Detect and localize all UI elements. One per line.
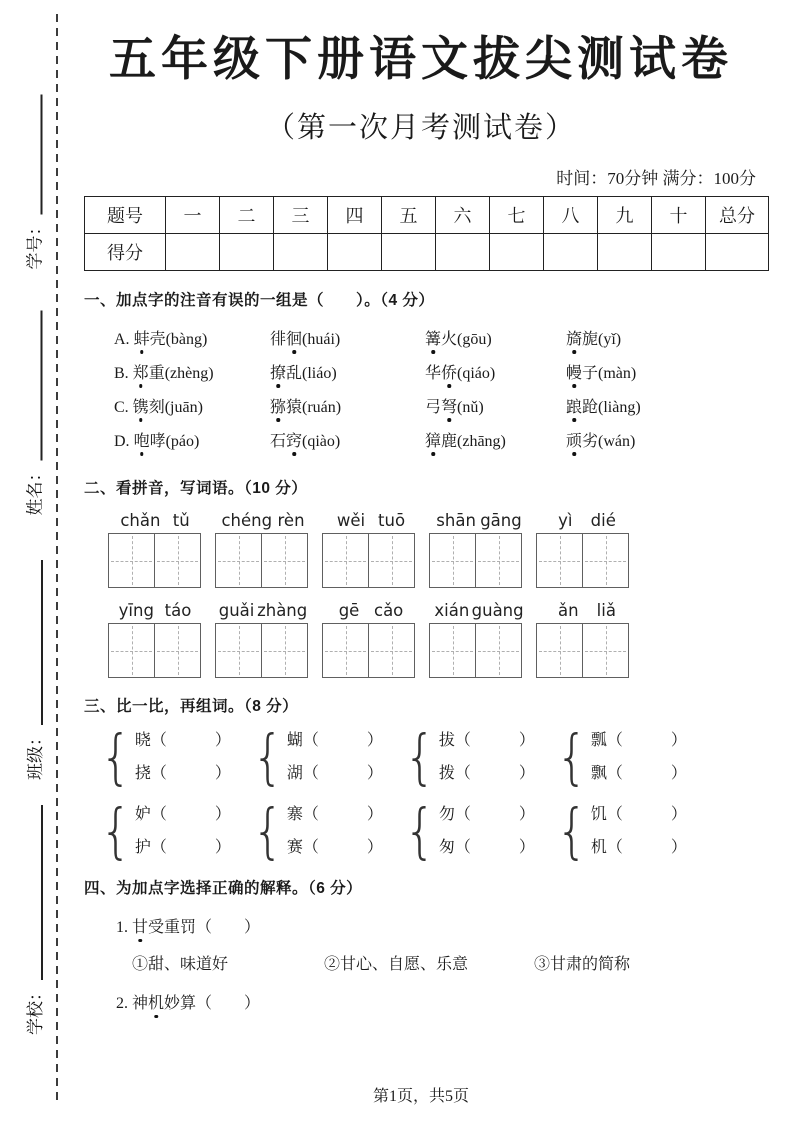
pair-bottom-word: 赛（ ） [286, 839, 383, 856]
pinyin-syllable: zhàng [257, 601, 308, 620]
writing-box-cell [429, 623, 476, 678]
pair-bottom-word: 机（ ） [590, 839, 687, 856]
explanation-question [116, 914, 758, 937]
pair-bottom-word: 匆（ ） [438, 839, 535, 856]
word-post: 子(màn) [582, 364, 637, 382]
writing-box-cell [108, 623, 155, 678]
score-table-score-row [85, 234, 769, 271]
paper-subtitle: （第一次月考测试卷） [265, 112, 576, 144]
score-table-column: 八 [544, 197, 598, 234]
option-label: C. [114, 398, 133, 416]
writing-box-group [322, 623, 415, 678]
pinyin-syllable: cǎo [374, 601, 404, 620]
writing-box-group [429, 533, 522, 588]
dotted-word [425, 394, 566, 417]
score-table-empty-cell [166, 234, 220, 271]
class-line [41, 560, 43, 725]
brace-glyph: { [404, 796, 436, 866]
dotted-word [270, 360, 425, 383]
dotted-character: 咆 [134, 428, 150, 451]
section2-pinyin-writing-area [84, 511, 758, 678]
writing-box-group [215, 533, 308, 588]
class-field [20, 560, 46, 780]
score-table-column: 九 [598, 197, 652, 234]
word-pre: 徘 [270, 330, 287, 348]
score-table-empty-cell [220, 234, 274, 271]
writing-box-cell [476, 623, 522, 678]
word-post: 旎(yǐ) [582, 330, 622, 348]
section4-heading: 四、为加点字选择正确的解释。（6 分） [84, 880, 363, 897]
choice-option: ③甘肃的简称 [534, 956, 631, 973]
word-post: 重(zhèng) [148, 364, 214, 382]
pinyin-syllable: shān [436, 511, 476, 530]
pinyin-syllable: chǎn [120, 511, 161, 530]
school-label: 学校： [26, 984, 45, 1035]
word-post: (qiào) [302, 432, 341, 450]
writing-box-cell [429, 533, 476, 588]
brace-glyph: { [252, 796, 284, 866]
writing-box-cell [155, 623, 201, 678]
score-table-empty-cell [382, 234, 436, 271]
word-pre: 弓 [425, 398, 442, 416]
score-table-header-row [85, 197, 769, 234]
pinyin-syllable: liǎ [596, 601, 616, 620]
writing-box-row [108, 533, 758, 588]
word-pre: 石 [270, 432, 287, 450]
score-table-column: 总分 [706, 197, 769, 234]
pair-column [591, 724, 687, 790]
option-row [114, 422, 758, 456]
option-row [114, 320, 758, 354]
dotted-word [270, 428, 425, 451]
dotted-word [270, 394, 425, 417]
writing-box-cell [155, 533, 201, 588]
score-table-empty-cell [274, 234, 328, 271]
brace-glyph: { [252, 722, 284, 792]
word-post: 哮(páo) [149, 432, 200, 450]
pinyin-row [108, 511, 758, 530]
pinyin-syllable: dié [590, 511, 616, 530]
score-table-empty-cell [436, 234, 490, 271]
writing-box-cell [476, 533, 522, 588]
student-name-line [41, 311, 43, 461]
writing-box-group [536, 623, 629, 678]
school-line [41, 805, 43, 980]
pair-top-word: 寨（ ） [286, 806, 383, 823]
pair-row [100, 724, 758, 790]
option-label: B. [114, 364, 133, 382]
option-row [114, 354, 758, 388]
word-post: (qiáo) [457, 364, 496, 382]
writing-box-cell [536, 533, 583, 588]
score-table-empty-cell [598, 234, 652, 271]
choice-row [132, 951, 758, 974]
compare-pair [100, 724, 252, 790]
dotted-character: 顽 [566, 428, 582, 451]
score-table-column: 二 [220, 197, 274, 234]
pinyin-syllable: guàng [471, 601, 524, 620]
score-table-empty-cell [490, 234, 544, 271]
score-table-column: 三 [274, 197, 328, 234]
pinyin-syllable: gāng [480, 511, 522, 530]
dotted-character: 旖 [566, 326, 582, 349]
dotted-character: 獐 [425, 428, 441, 451]
option-label: A. [114, 330, 134, 348]
compare-pair [100, 798, 252, 864]
pinyin-syllable: yì [558, 511, 573, 530]
section1-options [84, 320, 758, 456]
writing-box-cell [322, 533, 369, 588]
writing-box-cell [262, 623, 308, 678]
student-number-line [41, 95, 43, 215]
pair-column [135, 724, 231, 790]
writing-box-group [215, 623, 308, 678]
dotted-character: 镌 [133, 394, 149, 417]
student-number-label: 学号： [25, 218, 45, 270]
pair-column [287, 724, 383, 790]
pinyin-syllable: xián [434, 601, 470, 620]
writing-box-cell [108, 533, 155, 588]
pair-top-word: 勿（ ） [438, 806, 535, 823]
word-post: 乱(liáo) [286, 364, 337, 382]
pinyin-syllable: yīng [118, 601, 154, 620]
compare-pair [556, 724, 708, 790]
word-post: 火(gōu) [441, 330, 492, 348]
score-table-column: 四 [328, 197, 382, 234]
pinyin-word [432, 511, 526, 530]
section3-heading: 三、比一比，再组词。（8 分） [84, 698, 299, 715]
pair-top-word: 晓（ ） [134, 732, 231, 749]
pinyin-syllable: gē [338, 601, 360, 620]
writing-box-cell [215, 533, 262, 588]
pinyin-syllable: wěi [336, 511, 366, 530]
compare-pair [252, 798, 404, 864]
brace-glyph: { [100, 796, 132, 866]
pair-bottom-word: 湖（ ） [286, 765, 383, 782]
pinyin-word [108, 601, 202, 620]
score-table-column: 六 [436, 197, 490, 234]
choice-option: ②甘心、自愿、乐意 [324, 956, 469, 973]
score-table-question-label: 题号 [85, 197, 166, 234]
pinyin-syllable: ǎn [558, 601, 579, 620]
score-table-column: 五 [382, 197, 436, 234]
pinyin-word [540, 601, 634, 620]
word-post: 壳(bàng) [149, 330, 208, 348]
pair-column [287, 798, 383, 864]
pinyin-row [108, 601, 758, 620]
pair-row [100, 798, 758, 864]
dotted-word [114, 326, 270, 349]
pair-bottom-word: 飘（ ） [590, 765, 687, 782]
word-pre: 神 [132, 995, 149, 1012]
compare-pair [404, 798, 556, 864]
writing-box-cell [262, 533, 308, 588]
pair-column [135, 798, 231, 864]
pair-top-word: 拔（ ） [438, 732, 535, 749]
dotted-word [270, 326, 425, 349]
writing-box-group [322, 533, 415, 588]
explanation-question [116, 990, 758, 1013]
dotted-character: 侨 [441, 360, 457, 383]
dotted-word [425, 428, 566, 451]
compare-pair [556, 798, 708, 864]
section2-heading: 二、看拼音，写词语。（10 分） [84, 480, 308, 497]
score-table-column: 七 [490, 197, 544, 234]
dotted-word [114, 360, 270, 383]
writing-box-cell [536, 623, 583, 678]
dotted-character: 篝 [425, 326, 441, 349]
writing-box-group [429, 623, 522, 678]
writing-box-group [108, 623, 201, 678]
word-post: (huái) [302, 330, 341, 348]
score-table-empty-cell [706, 234, 769, 271]
pinyin-word [216, 601, 310, 620]
dotted-word [114, 394, 270, 417]
score-table [84, 196, 769, 271]
writing-box-group [536, 533, 629, 588]
writing-box-group [108, 533, 201, 588]
dotted-word [425, 360, 566, 383]
class-label: 班级： [26, 729, 45, 780]
score-table-column: 十 [652, 197, 706, 234]
score-table-empty-cell [328, 234, 382, 271]
writing-box-cell [369, 623, 415, 678]
student-number-field [20, 95, 46, 270]
brace-glyph: { [556, 722, 588, 792]
item-number: 1. [116, 919, 132, 936]
word-post: 跄(liàng) [582, 398, 641, 416]
brace-glyph: { [556, 796, 588, 866]
pinyin-syllable: tǔ [172, 511, 190, 530]
dotted-word [114, 428, 270, 451]
pair-top-word: 妒（ ） [134, 806, 231, 823]
pinyin-word [540, 511, 634, 530]
compare-pair [252, 724, 404, 790]
section4-items [84, 914, 758, 1013]
pinyin-syllable: guǎi [218, 601, 255, 620]
pinyin-syllable: táo [164, 601, 192, 620]
pair-bottom-word: 拨（ ） [438, 765, 535, 782]
pair-bottom-word: 护（ ） [134, 839, 231, 856]
pinyin-word [432, 601, 526, 620]
pair-column [591, 798, 687, 864]
pinyin-syllable: rèn [277, 511, 305, 530]
dotted-character: 撩 [270, 360, 286, 383]
pinyin-syllable: chéng [221, 511, 273, 530]
word-post: 妙算（ ） [164, 995, 261, 1012]
pinyin-word [108, 511, 202, 530]
dotted-word [566, 428, 758, 451]
student-name-field [20, 311, 46, 516]
dotted-character: 弩 [441, 394, 457, 417]
student-name-label: 姓名： [25, 464, 45, 516]
writing-box-row [108, 623, 758, 678]
writing-box-cell [583, 533, 629, 588]
dotted-character: 踉 [566, 394, 582, 417]
dotted-word [566, 326, 758, 349]
word-post: (nǔ) [457, 398, 484, 416]
word-post: 受重罚（ ） [148, 919, 261, 936]
word-post: 猿(ruán) [286, 398, 342, 416]
binding-dashed-line [56, 14, 58, 1106]
school-field [20, 805, 46, 1035]
option-row [114, 388, 758, 422]
pair-column [439, 724, 535, 790]
pair-column [439, 798, 535, 864]
paper-content [84, 0, 758, 1013]
pinyin-syllable: tuō [378, 511, 406, 530]
pair-bottom-word: 挠（ ） [134, 765, 231, 782]
dotted-character: 甘 [132, 914, 148, 937]
dotted-character: 猕 [270, 394, 286, 417]
writing-box-cell [583, 623, 629, 678]
dotted-character: 机 [148, 990, 164, 1013]
dotted-character: 窍 [286, 428, 302, 451]
word-pre: 华 [425, 364, 442, 382]
score-table-empty-cell [652, 234, 706, 271]
writing-box-cell [215, 623, 262, 678]
brace-glyph: { [100, 722, 132, 792]
dotted-word [566, 360, 758, 383]
writing-box-cell [322, 623, 369, 678]
word-post: 鹿(zhāng) [441, 432, 506, 450]
word-post: 刻(juān) [148, 398, 203, 416]
brace-glyph: { [404, 722, 436, 792]
pinyin-word [216, 511, 310, 530]
section3-compare-pairs [84, 724, 758, 864]
pinyin-word [324, 601, 418, 620]
dotted-character: 蚌 [134, 326, 150, 349]
section1-heading: 一、加点字的注音有误的一组是（ ）。（4 分） [84, 292, 435, 309]
dotted-word [566, 394, 758, 417]
pair-top-word: 瓢（ ） [590, 732, 687, 749]
choice-option: ①甜、味道好 [132, 956, 229, 973]
option-label: D. [114, 432, 134, 450]
pair-top-word: 蝴（ ） [286, 732, 383, 749]
writing-box-cell [369, 533, 415, 588]
score-table-column: 一 [166, 197, 220, 234]
score-table-empty-cell [544, 234, 598, 271]
time-score-info: 时间：70分钟 满分：100分 [556, 169, 756, 188]
pinyin-word [324, 511, 418, 530]
score-table-score-label: 得分 [85, 234, 166, 271]
paper-title: 五年级下册语文拔尖测试卷 [109, 34, 733, 86]
dotted-word [425, 326, 566, 349]
compare-pair [404, 724, 556, 790]
page-number-footer: 第1页，共5页 [372, 1088, 469, 1105]
item-number: 2. [116, 995, 132, 1012]
word-post: 劣(wán) [582, 432, 636, 450]
dotted-character: 幔 [566, 360, 582, 383]
dotted-character: 郑 [133, 360, 149, 383]
dotted-character: 徊 [286, 326, 302, 349]
pair-top-word: 饥（ ） [590, 806, 687, 823]
